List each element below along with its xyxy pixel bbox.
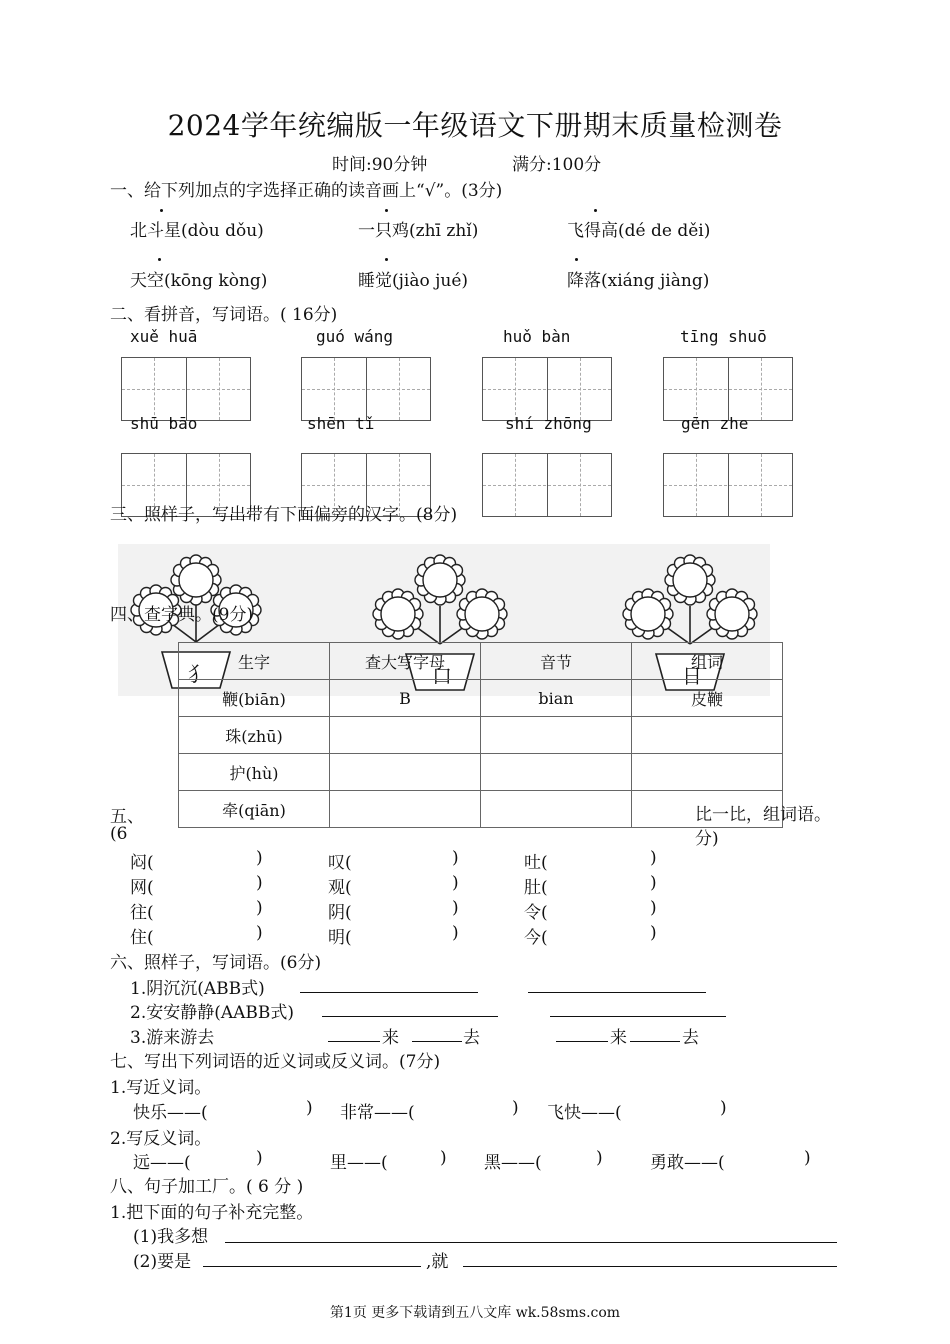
table-cell: 珠(zhū) <box>179 717 330 754</box>
compare-word: 网( <box>130 878 154 898</box>
table-row <box>179 680 783 717</box>
section-8-heading: 八、句子加工厂。( 6 分 ) <box>110 1177 304 1197</box>
compare-word: 令( <box>524 903 548 923</box>
section-1-heading: 一、给下列加点的字选择正确的读音画上“√”。(3分) <box>110 181 503 201</box>
ant-prompt: 远——( <box>133 1153 191 1173</box>
table-cell[interactable] <box>481 754 632 791</box>
answer-line[interactable] <box>203 1266 421 1267</box>
pinyin-label: guó wáng <box>316 327 394 346</box>
s1-item-4: 天空(kōng kòng) <box>130 271 268 291</box>
syn-close: ) <box>720 1098 727 1118</box>
writing-grid[interactable] <box>663 357 793 421</box>
radical-label: 日 <box>682 664 702 688</box>
page-footer: 第1页 更多下载请到五八文库 wk.58sms.com <box>329 1305 621 1321</box>
answer-line[interactable] <box>412 1041 462 1042</box>
syn-close: ) <box>512 1098 519 1118</box>
syn-prompt: 非常——( <box>340 1103 415 1123</box>
table-cell[interactable] <box>330 791 481 828</box>
pinyin-label: tīng shuō <box>680 327 767 346</box>
answer-line[interactable] <box>328 1041 380 1042</box>
s8-q1: (1)我多想 <box>133 1227 209 1247</box>
section-5-heading-part: 分) <box>695 829 719 849</box>
table-cell[interactable] <box>330 717 481 754</box>
compare-word: 叹( <box>328 853 352 873</box>
answer-line[interactable] <box>463 1266 837 1267</box>
writing-grid[interactable] <box>482 453 612 517</box>
word-lai: 来 <box>610 1028 627 1048</box>
table-header: 生字 <box>179 643 330 680</box>
exam-full-score: 满分:100分 <box>512 155 602 175</box>
s1-item-3: 飞得高(dé de děi) <box>567 221 711 241</box>
table-cell[interactable] <box>481 717 632 754</box>
ant-prompt: 里——( <box>330 1153 388 1173</box>
compare-close: ) <box>650 923 657 943</box>
syn-close: ) <box>306 1098 313 1118</box>
compare-close: ) <box>256 873 263 893</box>
radical-label: 口 <box>432 664 452 688</box>
table-cell[interactable] <box>632 754 783 791</box>
table-cell[interactable] <box>330 754 481 791</box>
compare-close: ) <box>452 873 459 893</box>
compare-word: 往( <box>130 903 154 923</box>
table-header: 组词 <box>632 643 783 680</box>
s8-q2-mid: ,就 <box>426 1252 449 1272</box>
compare-close: ) <box>650 848 657 868</box>
ant-close: ) <box>256 1148 263 1168</box>
answer-line[interactable] <box>225 1242 837 1243</box>
s6-item-2: 2.安安静静(AABB式) <box>130 1003 295 1023</box>
ant-prompt: 勇敢——( <box>650 1153 725 1173</box>
pinyin-label: xuě huā <box>130 327 198 346</box>
compare-word: 阴( <box>328 903 352 923</box>
compare-close: ) <box>452 923 459 943</box>
table-row <box>179 791 783 828</box>
answer-line[interactable] <box>630 1041 680 1042</box>
ant-close: ) <box>440 1148 447 1168</box>
section-5-heading-part: 五、 <box>110 807 144 827</box>
word-qu: 去 <box>463 1028 480 1048</box>
pinyin-label: shí zhōng <box>505 414 592 433</box>
writing-grid[interactable] <box>121 357 251 421</box>
section-3-heading: 三、照样子，写出带有下面偏旁的汉字。(8分) <box>110 505 458 525</box>
writing-grid[interactable] <box>663 453 793 517</box>
s6-item-3: 3.游来游去 <box>130 1028 215 1048</box>
table-cell[interactable]: B <box>330 680 481 717</box>
pinyin-label: gēn zhe <box>681 414 749 433</box>
writing-grid[interactable] <box>301 357 431 421</box>
section-2-heading: 二、看拼音，写词语。( 16分) <box>110 305 338 325</box>
s7-sub-1: 1.写近义词。 <box>110 1078 212 1098</box>
word-qu: 去 <box>682 1028 699 1048</box>
compare-word: 明( <box>328 928 352 948</box>
table-header-row <box>179 643 783 680</box>
s6-item-1: 1.阴沉沉(ABB式) <box>130 979 265 999</box>
ant-prompt: 黑——( <box>484 1153 542 1173</box>
table-row <box>179 754 783 791</box>
table-cell[interactable] <box>632 717 783 754</box>
compare-close: ) <box>256 848 263 868</box>
answer-line[interactable] <box>556 1041 608 1042</box>
answer-line[interactable] <box>322 1016 498 1017</box>
emphasis-dot <box>385 258 388 261</box>
dictionary-table <box>178 642 783 828</box>
page-title: 2024学年统编版一年级语文下册期末质量检测卷 <box>167 109 783 142</box>
exam-time: 时间:90分钟 <box>332 155 428 175</box>
s1-item-5: 睡觉(jiào jué) <box>358 271 469 291</box>
radical-label: 犭 <box>188 662 208 686</box>
section-4-heading: 四、查字典。(9分) <box>110 605 254 625</box>
compare-word: 吐( <box>524 853 548 873</box>
answer-line[interactable] <box>528 992 706 993</box>
ant-close: ) <box>596 1148 603 1168</box>
ant-close: ) <box>804 1148 811 1168</box>
emphasis-dot <box>575 258 578 261</box>
compare-close: ) <box>452 848 459 868</box>
compare-word: 今( <box>524 928 548 948</box>
table-cell[interactable] <box>481 791 632 828</box>
syn-prompt: 飞快——( <box>547 1103 622 1123</box>
compare-word: 观( <box>328 878 352 898</box>
compare-close: ) <box>452 898 459 918</box>
s7-sub-2: 2.写反义词。 <box>110 1129 212 1149</box>
table-cell: 牵(qiān) <box>179 791 330 828</box>
compare-close: ) <box>256 898 263 918</box>
s8-sub-1: 1.把下面的句子补充完整。 <box>110 1203 314 1223</box>
writing-grid[interactable] <box>482 357 612 421</box>
pinyin-label: shū bāo <box>130 414 198 433</box>
compare-word: 肚( <box>524 878 548 898</box>
section-5-heading-part: 比一比，组词语。 <box>695 805 831 825</box>
syn-prompt: 快乐——( <box>133 1103 208 1123</box>
compare-word: 闷( <box>130 853 154 873</box>
table-row <box>179 717 783 754</box>
word-lai: 来 <box>382 1028 399 1048</box>
compare-close: ) <box>650 898 657 918</box>
pinyin-label: shēn tǐ <box>307 414 375 433</box>
s8-q2-start: (2)要是 <box>133 1252 192 1272</box>
emphasis-dot <box>160 209 163 212</box>
pinyin-label: huǒ bàn <box>503 327 571 346</box>
compare-close: ) <box>650 873 657 893</box>
emphasis-dot <box>385 209 388 212</box>
table-cell[interactable]: 皮鞭 <box>632 680 783 717</box>
section-5-heading-part: (6 <box>110 824 128 844</box>
table-cell: 护(hù) <box>179 754 330 791</box>
section-6-heading: 六、照样子，写词语。(6分) <box>110 953 322 973</box>
compare-close: ) <box>256 923 263 943</box>
table-cell: 鞭(biān) <box>179 680 330 717</box>
section-7-heading: 七、写出下列词语的近义词或反义词。(7分) <box>110 1052 441 1072</box>
emphasis-dot <box>594 209 597 212</box>
table-header: 音节 <box>481 643 632 680</box>
table-cell[interactable]: bian <box>481 680 632 717</box>
s1-item-2: 一只鸡(zhī zhǐ) <box>358 221 479 241</box>
compare-word: 住( <box>130 928 154 948</box>
answer-line[interactable] <box>300 992 478 993</box>
table-header: 查大写字母 <box>330 643 481 680</box>
answer-line[interactable] <box>550 1016 726 1017</box>
s1-item-6: 降落(xiáng jiàng) <box>567 271 710 291</box>
s1-item-1: 北斗星(dòu dǒu) <box>130 221 264 241</box>
emphasis-dot <box>158 258 161 261</box>
